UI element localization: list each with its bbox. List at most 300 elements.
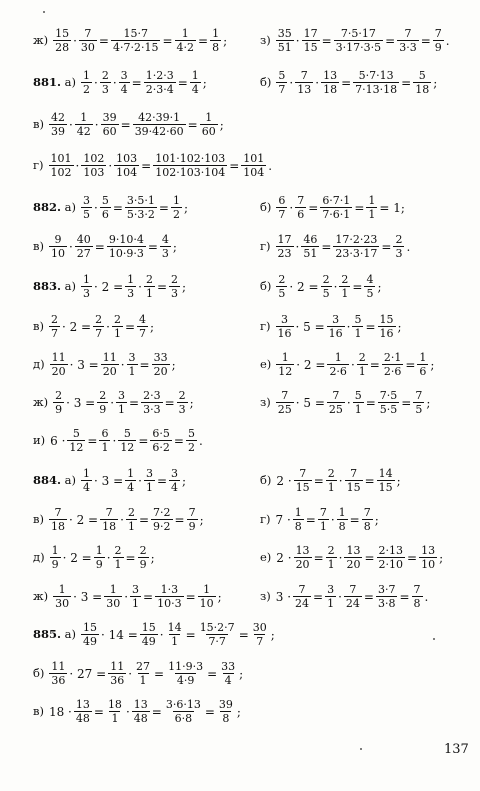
denominator: 18	[415, 83, 430, 96]
fraction	[318, 507, 329, 532]
operator: ;	[433, 75, 438, 90]
operator: · 3 =	[94, 473, 124, 488]
numerator: 15·7	[123, 27, 148, 40]
denominator: 1	[327, 597, 335, 610]
operator: · 2 =	[61, 319, 92, 334]
numerator: 2	[95, 313, 103, 326]
numerator: 1	[419, 351, 427, 364]
denominator: 7	[95, 327, 103, 340]
denominator: 103	[83, 166, 105, 179]
operator: =	[158, 200, 169, 215]
numerator: 7	[84, 27, 92, 40]
denominator: 48	[75, 712, 90, 725]
operator: =	[321, 239, 332, 254]
numerator: 7	[299, 467, 307, 480]
denominator: 3	[83, 287, 91, 300]
operator: ·	[112, 75, 117, 90]
operator: ·	[338, 473, 343, 488]
operator: =	[313, 550, 324, 565]
operator: ·	[106, 319, 110, 334]
numerator: 3	[171, 467, 179, 480]
numerator: 35	[277, 27, 292, 40]
numerator: 3·5·1	[126, 194, 155, 207]
fraction	[377, 468, 395, 493]
operator: =	[177, 75, 188, 90]
fraction	[352, 314, 363, 339]
denominator: 24	[295, 597, 310, 610]
equation-line	[33, 28, 228, 53]
fraction	[344, 584, 362, 609]
operator: ;	[239, 666, 244, 681]
fraction	[276, 234, 294, 259]
operator: · 5 =	[295, 319, 325, 334]
denominator: 3·3	[399, 41, 417, 54]
operator: · 2 =	[289, 279, 319, 294]
operator: =	[365, 395, 376, 410]
fraction	[49, 314, 60, 339]
numerator: 1	[191, 69, 199, 82]
fraction	[382, 352, 404, 377]
fraction	[152, 352, 170, 377]
fraction	[127, 352, 138, 377]
denominator: 10	[421, 558, 436, 571]
denominator: 36	[51, 674, 66, 687]
equation-line	[260, 507, 380, 532]
fraction	[144, 274, 155, 299]
fraction	[413, 390, 424, 415]
exercise-label	[33, 511, 44, 526]
numerator: 2·1	[383, 351, 402, 364]
denominator: 12	[120, 441, 135, 454]
fraction	[198, 584, 216, 609]
fraction	[75, 112, 93, 137]
exercise-label	[260, 238, 271, 253]
fraction	[397, 28, 419, 53]
fraction	[49, 112, 67, 137]
fraction	[321, 274, 332, 299]
numerator: 33	[221, 660, 236, 673]
exercise-label	[33, 238, 44, 253]
fraction	[366, 195, 377, 220]
exercise-label	[260, 318, 271, 333]
operator: =	[364, 473, 375, 488]
fraction	[276, 195, 287, 220]
operator: =	[405, 357, 416, 372]
operator: ·	[124, 589, 129, 604]
numerator: 2	[113, 313, 121, 326]
operator: =	[174, 512, 185, 527]
operator: ·	[68, 117, 73, 132]
numerator: 13	[421, 544, 436, 557]
numerator: 27	[136, 660, 151, 673]
fraction	[376, 584, 398, 609]
equation-line	[33, 70, 208, 95]
fraction	[301, 234, 319, 259]
fraction	[144, 468, 155, 493]
denominator: 20	[153, 365, 168, 378]
fraction	[100, 195, 111, 220]
numerator: 11·9·3	[168, 660, 204, 673]
part-letter: д)	[33, 356, 45, 371]
operator: =	[349, 512, 360, 527]
fraction	[81, 468, 92, 493]
numerator: 2	[341, 273, 349, 286]
equation-line	[33, 545, 156, 570]
denominator: 1	[128, 365, 136, 378]
denominator: 6	[101, 208, 109, 221]
numerator: 1	[281, 351, 289, 364]
operator: =	[151, 704, 162, 719]
denominator: 36	[110, 674, 125, 687]
denominator: 3·8	[377, 597, 396, 610]
fraction	[217, 699, 235, 724]
fraction	[53, 584, 71, 609]
numerator: 1	[368, 194, 376, 207]
operator: =	[164, 395, 175, 410]
fraction	[111, 28, 160, 53]
operator: ·	[330, 512, 335, 527]
operator: ·	[289, 200, 294, 215]
denominator: 3	[161, 247, 169, 260]
exercise-label	[260, 74, 272, 89]
fraction	[94, 545, 105, 570]
fraction	[107, 234, 146, 259]
numerator: 2	[99, 389, 107, 402]
denominator: 28	[55, 41, 70, 54]
fraction	[130, 584, 141, 609]
operator: =	[138, 512, 149, 527]
equation-line	[260, 274, 383, 299]
equation-line	[33, 314, 155, 339]
operator: · 2 =	[94, 279, 124, 294]
denominator: 15	[303, 41, 318, 54]
operator: =	[354, 200, 365, 215]
numerator: 5	[278, 69, 286, 82]
numerator: 1	[109, 583, 117, 596]
operator: =	[173, 433, 184, 448]
fraction	[276, 352, 294, 377]
numerator: 17	[303, 27, 318, 40]
numerator: 1·2·3	[145, 69, 174, 82]
fraction	[49, 507, 67, 532]
operator: ;	[150, 550, 155, 565]
part-letter: в)	[33, 238, 44, 253]
denominator: 9	[95, 558, 103, 571]
numerator: 101	[243, 152, 265, 165]
denominator: 8	[363, 520, 371, 533]
numerator: 7·5	[379, 389, 398, 402]
numerator: 3	[120, 69, 128, 82]
numerator: 101	[50, 152, 72, 165]
operator: · 2 =	[62, 550, 92, 565]
fraction	[153, 153, 227, 178]
operator: ;	[217, 589, 222, 604]
fraction	[333, 234, 379, 259]
exercise-label	[33, 394, 49, 409]
operator: · 14 =	[101, 627, 138, 642]
operator: =	[87, 433, 98, 448]
fraction	[295, 70, 313, 95]
exercise-label	[33, 356, 45, 371]
denominator: 8	[294, 520, 302, 533]
fraction	[133, 112, 186, 137]
operator: =	[207, 666, 218, 681]
numerator: 7	[300, 69, 308, 82]
denominator: 8	[222, 712, 230, 725]
numerator: 7	[297, 194, 305, 207]
numerator: 11	[110, 660, 125, 673]
operator: ·	[68, 239, 73, 254]
numerator: 2	[171, 273, 179, 286]
numerator: 2	[327, 467, 335, 480]
fraction	[344, 545, 362, 570]
part-letter: б)	[260, 278, 272, 293]
operator: =	[112, 200, 123, 215]
denominator: 1	[101, 441, 109, 454]
denominator: 1	[354, 403, 362, 416]
denominator: 48	[133, 712, 148, 725]
operator: ·	[346, 319, 351, 334]
numerator: 18	[107, 698, 122, 711]
exercise-label	[260, 32, 271, 47]
operator: .	[445, 33, 450, 48]
exercise-label	[260, 549, 272, 564]
numerator: 40	[76, 233, 91, 246]
fraction	[138, 545, 149, 570]
numerator: 3	[83, 194, 91, 207]
denominator: 16	[277, 327, 292, 340]
operator: =	[407, 550, 418, 565]
operator: =	[204, 704, 215, 719]
page-number: 137	[444, 742, 469, 757]
part-letter: а)	[64, 472, 77, 487]
denominator: 12	[69, 441, 84, 454]
operator: =	[125, 550, 136, 565]
numerator: 6	[278, 194, 286, 207]
exercise-label	[33, 157, 44, 172]
denominator: 7	[50, 327, 58, 340]
exercise-label	[33, 626, 77, 641]
operator: ;	[182, 473, 187, 488]
numerator: 2	[55, 389, 63, 402]
denominator: 20	[346, 558, 361, 571]
fraction	[116, 390, 127, 415]
denominator: 23	[277, 247, 292, 260]
part-letter: з)	[260, 32, 271, 47]
operator: ·	[295, 33, 300, 48]
operator: 7 ·	[275, 512, 291, 527]
denominator: 49	[141, 635, 156, 648]
operator: ;	[150, 319, 155, 334]
operator: 3 ·	[275, 589, 292, 604]
denominator: 7·6·1	[322, 208, 351, 221]
fraction	[81, 70, 92, 95]
numerator: 2	[322, 273, 330, 286]
fraction	[177, 390, 188, 415]
fraction	[419, 545, 437, 570]
denominator: 2	[83, 83, 91, 96]
numerator: 1	[51, 544, 59, 557]
fraction	[140, 622, 158, 647]
denominator: 7	[278, 208, 286, 221]
numerator: 7	[319, 506, 327, 519]
denominator: 15	[295, 481, 310, 494]
operator: =	[131, 75, 142, 90]
fraction	[294, 468, 312, 493]
denominator: 30	[106, 597, 121, 610]
operator: ;	[426, 395, 431, 410]
fraction	[276, 390, 294, 415]
numerator: 7	[413, 583, 421, 596]
fraction	[101, 352, 119, 377]
fraction	[108, 661, 126, 686]
operator: ;	[270, 627, 275, 642]
denominator: 5	[322, 287, 330, 300]
denominator: 6·2	[152, 441, 170, 454]
operator: 18 ·	[48, 704, 72, 719]
equation-line	[260, 468, 402, 493]
operator: · 2 =	[68, 512, 99, 527]
exercise-number: 882.	[33, 199, 62, 214]
numerator: 1	[212, 27, 220, 40]
equation-line	[33, 153, 273, 178]
fraction	[104, 584, 122, 609]
fraction	[74, 699, 92, 724]
denominator: 2	[172, 208, 180, 221]
operator: .	[268, 158, 273, 173]
fraction	[49, 234, 67, 259]
fraction	[362, 507, 373, 532]
operator: .	[424, 589, 429, 604]
operator: =	[154, 666, 165, 681]
operator: =	[129, 395, 140, 410]
fraction	[198, 622, 237, 647]
fraction	[49, 153, 74, 178]
operator: 6 ·	[50, 433, 66, 448]
operator: =	[363, 589, 374, 604]
fraction	[112, 314, 123, 339]
numerator: 2	[358, 351, 366, 364]
operator: ·	[333, 279, 338, 294]
numerator: 13	[295, 544, 310, 557]
equation-line	[33, 390, 195, 415]
numerator: 1	[83, 69, 91, 82]
denominator: 60	[102, 125, 117, 138]
operator: ·	[338, 550, 343, 565]
numerator: 42·39·1	[138, 111, 181, 124]
operator: =	[187, 117, 198, 132]
fraction	[134, 661, 152, 686]
fraction	[126, 507, 137, 532]
denominator: 10·3	[157, 597, 182, 610]
denominator: 18	[102, 520, 117, 533]
fraction	[50, 545, 61, 570]
numerator: 14	[378, 467, 393, 480]
operator: =	[420, 33, 431, 48]
fraction	[151, 507, 173, 532]
numerator: 2	[114, 544, 122, 557]
exercise-label	[33, 432, 46, 447]
equation-line	[260, 390, 431, 415]
denominator: 20	[51, 365, 66, 378]
denominator: 4	[171, 481, 179, 494]
denominator: 1	[368, 208, 376, 221]
denominator: 8	[338, 520, 346, 533]
operator: ·	[338, 589, 342, 604]
part-letter: ж)	[33, 32, 49, 47]
operator: =	[139, 357, 150, 372]
fraction	[99, 428, 110, 453]
fraction	[113, 545, 124, 570]
denominator: 5·3·2	[126, 208, 155, 221]
denominator: 9	[188, 520, 196, 533]
operator: =	[352, 279, 363, 294]
fraction	[171, 195, 182, 220]
denominator: 102·103·104	[155, 166, 226, 179]
fraction	[276, 274, 287, 299]
denominator: 1	[171, 635, 179, 648]
equation-line	[260, 352, 435, 377]
fraction	[186, 428, 197, 453]
denominator: 5	[366, 287, 374, 300]
part-letter: в)	[33, 116, 44, 131]
numerator: 11	[102, 351, 117, 364]
fraction	[114, 153, 139, 178]
operator: =	[341, 75, 352, 90]
fraction	[81, 622, 99, 647]
operator: =	[143, 589, 154, 604]
numerator: 2	[50, 313, 58, 326]
operator: = 1;	[379, 200, 405, 215]
numerator: 5	[187, 427, 195, 440]
part-letter: в)	[33, 511, 44, 526]
fraction	[119, 70, 130, 95]
fraction	[276, 28, 294, 53]
operator: =	[198, 33, 209, 48]
operator: ·	[108, 158, 113, 173]
numerator: 3	[327, 583, 335, 596]
numerator: 15	[83, 621, 98, 634]
operator: ·	[112, 433, 117, 448]
operator: =	[385, 33, 396, 48]
operator: =	[124, 319, 135, 334]
numerator: 3	[332, 313, 340, 326]
denominator: 9	[99, 403, 107, 416]
part-letter: б)	[260, 199, 272, 214]
fraction	[293, 507, 304, 532]
exercise-label	[260, 472, 272, 487]
numerator: 9	[54, 233, 62, 246]
part-letter: е)	[260, 356, 272, 371]
numerator: 3·6·13	[165, 698, 201, 711]
denominator: 1	[118, 403, 126, 416]
denominator: 7	[139, 327, 146, 340]
denominator: 10·9·3	[108, 247, 144, 260]
operator: =	[313, 473, 324, 488]
denominator: 1	[327, 558, 335, 571]
equation-line	[33, 234, 178, 259]
fraction	[81, 195, 92, 220]
denominator: 18	[50, 520, 65, 533]
denominator: 10	[199, 597, 214, 610]
fraction	[357, 352, 368, 377]
part-letter: в)	[33, 318, 44, 333]
print-speck	[43, 11, 45, 13]
fraction	[276, 314, 294, 339]
fraction	[327, 352, 349, 377]
numerator: 5	[101, 194, 109, 207]
operator: =	[399, 589, 410, 604]
